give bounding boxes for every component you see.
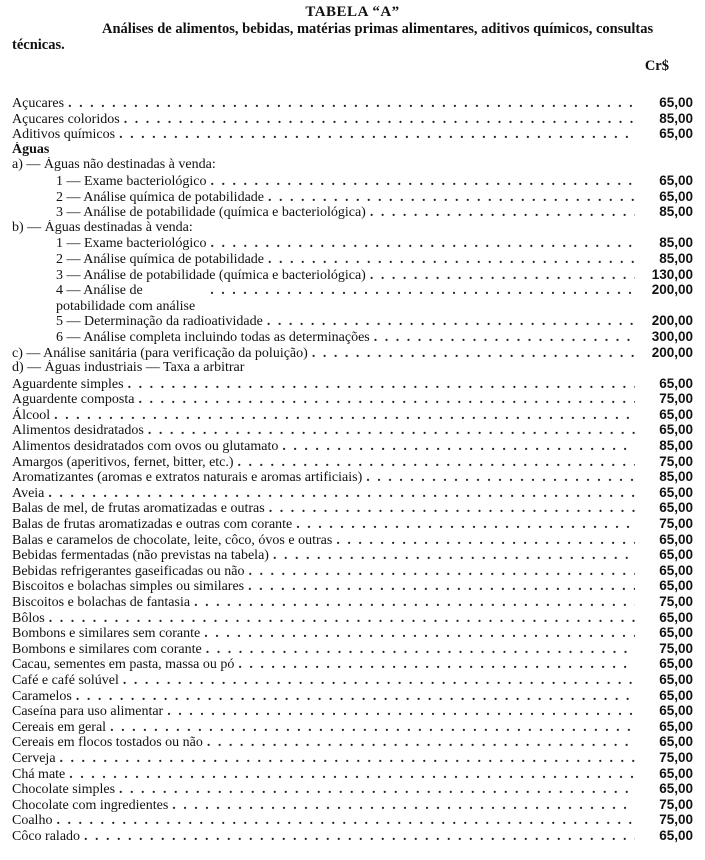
table-row xyxy=(12,204,693,220)
item-price: 85,00 xyxy=(659,204,693,220)
table-row xyxy=(12,95,693,111)
item-price: 200,00 xyxy=(651,282,693,298)
item-label: Bebidas refrigerantes gaseificadas ou não xyxy=(12,563,245,579)
item-label: c) — Análise sanitária (para verificação da poluição) xyxy=(12,345,308,361)
item-price: 65,00 xyxy=(659,703,693,719)
item-price: 65,00 xyxy=(659,718,693,734)
item-label: Biscoitos e bolachas de fantasia xyxy=(12,595,191,610)
table-row xyxy=(12,376,693,392)
item-label: Côco ralado xyxy=(12,828,81,844)
item-price: 85,00 xyxy=(659,235,693,251)
item-price: 75,00 xyxy=(659,812,693,828)
item-label: Café e café solúvel xyxy=(12,672,119,688)
table-row xyxy=(12,703,693,719)
table-row xyxy=(12,126,693,142)
item-price: 65,00 xyxy=(659,656,693,672)
dot-leader xyxy=(68,96,635,111)
item-label: Aromatizantes (aromas e extratos naturais e aromas artificiais) xyxy=(12,470,363,485)
table-row xyxy=(12,578,693,594)
item-label: Coalho xyxy=(12,813,53,828)
dot-leader xyxy=(128,377,635,392)
item-label: Chá mate xyxy=(12,766,66,782)
table-row xyxy=(12,734,693,750)
item-label: Aditivos químicos xyxy=(12,127,116,142)
dot-leader xyxy=(370,268,635,283)
table-row xyxy=(12,267,693,283)
item-price: 65,00 xyxy=(659,500,693,516)
table-row xyxy=(12,750,693,766)
dot-leader xyxy=(273,548,635,563)
item-label: Aveia xyxy=(12,485,45,501)
item-label: Balas de mel, de frutas aromatizadas e outras xyxy=(12,501,265,517)
item-label: Cereais em flocos tostados ou não xyxy=(12,735,203,750)
dot-leader xyxy=(370,205,635,220)
table-row xyxy=(12,438,693,454)
item-price: 65,00 xyxy=(659,484,693,500)
item-label: Bombons e similares sem corante xyxy=(12,626,201,641)
item-label: 4 — Análise de potabilidade com análise xyxy=(56,283,196,314)
table-row xyxy=(12,656,693,672)
item-price: 75,00 xyxy=(659,640,693,656)
item-label: Álcool xyxy=(12,407,51,423)
dot-leader xyxy=(123,673,635,688)
table-row xyxy=(12,454,693,470)
dot-leader xyxy=(48,486,635,501)
table-row xyxy=(12,329,693,345)
item-price: 300,00 xyxy=(651,328,693,344)
table-row xyxy=(12,251,693,267)
dot-leader xyxy=(172,798,635,813)
item-label: 2 — Análise química de potabilidade xyxy=(56,251,265,267)
item-price: 65,00 xyxy=(659,188,693,204)
table-row xyxy=(12,641,693,657)
dot-leader xyxy=(84,829,635,844)
item-price: 65,00 xyxy=(659,827,693,843)
table-row xyxy=(12,594,693,610)
item-label: Aguardente composta xyxy=(12,392,135,407)
dot-leader xyxy=(56,813,635,828)
dot-leader xyxy=(268,190,635,205)
table-row xyxy=(12,688,693,704)
item-label: Açucares xyxy=(12,96,65,111)
item-label: b) — Águas destinadas à venda: xyxy=(12,219,193,235)
dot-leader xyxy=(210,174,635,189)
table-row xyxy=(12,500,693,516)
item-price: 85,00 xyxy=(659,469,693,485)
item-label: Caseína para uso alimentar xyxy=(12,704,164,719)
dot-leader xyxy=(207,735,635,750)
item-label: 1 — Exame bacteriológico xyxy=(56,236,207,251)
item-label: Cacau, sementes em pasta, massa ou pó xyxy=(12,657,235,672)
dot-leader xyxy=(167,704,635,719)
dot-leader xyxy=(366,470,635,485)
item-label: Alimentos desidratados com ovos ou glutamato xyxy=(12,439,279,454)
dot-leader xyxy=(210,236,635,251)
dot-leader xyxy=(282,439,635,454)
item-label: 3 — Análise de potabilidade (química e bacteriológica) xyxy=(56,205,366,220)
table-row xyxy=(12,313,693,329)
dot-leader xyxy=(269,501,635,516)
table-row xyxy=(12,719,693,735)
table-row xyxy=(12,485,693,501)
table-row xyxy=(12,672,693,688)
item-price: 75,00 xyxy=(659,453,693,469)
item-price: 65,00 xyxy=(659,687,693,703)
item-label: Águas xyxy=(12,141,50,157)
table-row xyxy=(12,516,693,532)
item-label: 2 — Análise química de potabilidade xyxy=(56,189,265,205)
dot-leader xyxy=(138,392,635,407)
dot-leader xyxy=(110,720,635,735)
table-row xyxy=(12,828,693,844)
table-subtitle: Análises de alimentos, bebidas, matérias primas alimentares, aditivos químicos, consultas técnicas. xyxy=(12,21,654,53)
item-label: 5 — Determinação da radioatividade xyxy=(56,314,263,329)
item-price: 65,00 xyxy=(659,547,693,563)
item-label: Aguardente simples xyxy=(12,376,124,392)
item-label: Balas de frutas aromatizadas e outras com corante xyxy=(12,517,293,532)
item-label: Bebidas fermentadas (não previstas na tabela) xyxy=(12,548,269,563)
table-row xyxy=(12,610,693,626)
item-price: 200,00 xyxy=(651,313,693,329)
dot-leader xyxy=(267,314,635,329)
item-label: Cerveja xyxy=(12,750,56,766)
item-label: Chocolate com ingredientes xyxy=(12,797,169,813)
item-price: 200,00 xyxy=(651,344,693,360)
dot-leader xyxy=(206,642,635,657)
item-price: 65,00 xyxy=(659,671,693,687)
table-row xyxy=(12,781,693,797)
item-label: 6 — Análise completa incluindo todas as determinações xyxy=(56,329,370,345)
item-price: 65,00 xyxy=(659,609,693,625)
price-list xyxy=(12,95,693,844)
item-label: Bombons e similares com corante xyxy=(12,641,202,657)
item-label: Açucares coloridos xyxy=(12,111,120,127)
item-label: Cereais em geral xyxy=(12,719,107,735)
item-label: 3 — Análise de potabilidade (química e bacteriológica) xyxy=(56,267,366,283)
dot-leader xyxy=(76,689,635,704)
table-row xyxy=(12,189,693,205)
item-price: 85,00 xyxy=(659,110,693,126)
table-row xyxy=(12,469,693,485)
item-price: 85,00 xyxy=(659,250,693,266)
item-label: Chocolate simples xyxy=(12,782,116,797)
table-row xyxy=(12,157,693,173)
table-row xyxy=(12,532,693,548)
dot-leader xyxy=(238,455,635,470)
dot-leader xyxy=(268,252,635,267)
item-price: 75,00 xyxy=(659,749,693,765)
item-price: 65,00 xyxy=(659,95,693,110)
item-price: 85,00 xyxy=(659,438,693,454)
table-row xyxy=(12,111,693,127)
table-title: TABELA “A” xyxy=(305,4,400,20)
currency-header: Cr$ xyxy=(644,58,669,74)
dot-leader xyxy=(60,751,635,766)
table-row xyxy=(12,625,693,641)
item-price: 65,00 xyxy=(659,578,693,594)
dot-leader xyxy=(312,346,635,361)
item-price: 65,00 xyxy=(659,126,693,142)
table-row xyxy=(12,282,693,313)
table-row xyxy=(12,797,693,813)
item-label: Bôlos xyxy=(12,610,45,626)
item-price: 65,00 xyxy=(659,562,693,578)
item-label: Biscoitos e bolachas simples ou similares xyxy=(12,579,245,594)
item-price: 75,00 xyxy=(659,391,693,407)
item-label: Caramelos xyxy=(12,688,72,704)
item-label: Alimentos desidratados xyxy=(12,423,144,439)
item-price: 65,00 xyxy=(659,531,693,547)
item-label: Balas e caramelos de chocolate, leite, côco, óvos e outras xyxy=(12,532,333,548)
item-price: 65,00 xyxy=(659,625,693,641)
item-price: 75,00 xyxy=(659,516,693,532)
item-label: Amargos (aperitivos, fernet, bitter, etc.) xyxy=(12,454,234,470)
item-price: 75,00 xyxy=(659,796,693,812)
item-price: 75,00 xyxy=(659,594,693,609)
table-row xyxy=(12,173,693,189)
item-price: 65,00 xyxy=(659,781,693,797)
dot-leader xyxy=(69,767,635,782)
table-row xyxy=(12,547,693,563)
item-price: 65,00 xyxy=(659,422,693,438)
table-row xyxy=(12,812,693,828)
dot-leader xyxy=(49,611,635,626)
table-row xyxy=(12,142,693,158)
dot-leader xyxy=(119,782,635,797)
dot-leader xyxy=(54,408,635,423)
dot-leader xyxy=(204,626,635,641)
dot-leader xyxy=(194,595,635,610)
item-price: 65,00 xyxy=(659,375,693,391)
dot-leader xyxy=(296,517,635,532)
dot-leader xyxy=(210,283,635,299)
dot-leader xyxy=(248,579,635,594)
item-price: 130,00 xyxy=(651,266,693,282)
dot-leader xyxy=(248,564,635,579)
item-label: a) — Águas não destinadas à venda: xyxy=(12,157,216,173)
item-price: 65,00 xyxy=(659,734,693,750)
dot-leader xyxy=(238,657,635,672)
table-row xyxy=(12,235,693,251)
item-price: 65,00 xyxy=(659,172,693,188)
item-price: 65,00 xyxy=(659,765,693,781)
table-row xyxy=(12,766,693,782)
table-row xyxy=(12,391,693,407)
table-row xyxy=(12,220,693,236)
item-price: 65,00 xyxy=(659,406,693,422)
table-row xyxy=(12,422,693,438)
table-row xyxy=(12,345,693,361)
item-label: d) — Águas industriais — Taxa a arbitrar xyxy=(12,360,245,376)
dot-leader xyxy=(119,127,635,142)
item-label: 1 — Exame bacteriológico xyxy=(56,173,207,189)
table-row xyxy=(12,563,693,579)
table-row xyxy=(12,407,693,423)
dot-leader xyxy=(374,330,635,345)
dot-leader xyxy=(336,533,635,548)
dot-leader xyxy=(124,112,635,127)
table-row xyxy=(12,360,693,376)
dot-leader xyxy=(148,423,635,438)
